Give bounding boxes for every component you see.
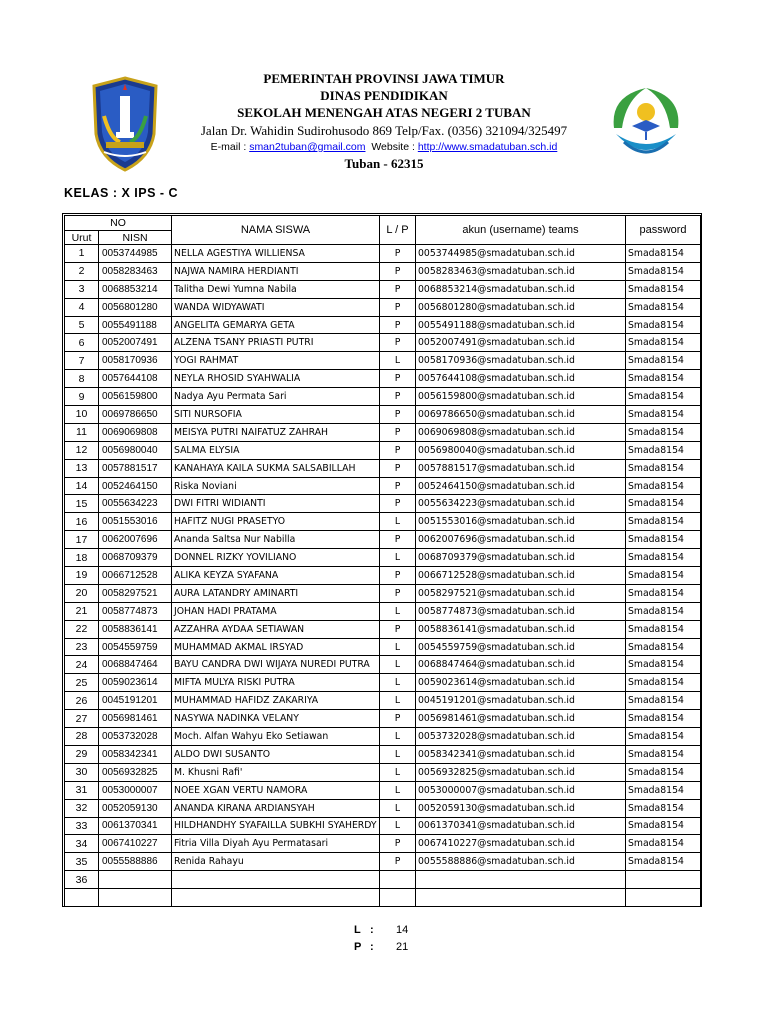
account-cell: 0053744985@smadatuban.sch.id [416, 245, 626, 263]
table-row [65, 871, 701, 889]
gender-cell: P [380, 584, 416, 602]
table-row [65, 638, 701, 656]
nisn-cell: 0058342341 [99, 745, 172, 763]
student-name-cell [172, 889, 380, 907]
password-cell: Smada8154 [626, 388, 701, 406]
student-name-cell: DONNEL RIZKY YOVILIANO [172, 549, 380, 567]
student-name-cell: HAFITZ NUGI PRASETYO [172, 513, 380, 531]
student-name-cell: YOGI RAHMAT [172, 352, 380, 370]
table-row [65, 656, 701, 674]
account-cell: 0061370341@smadatuban.sch.id [416, 817, 626, 835]
nisn-cell: 0057644108 [99, 370, 172, 388]
summary-female-count: 21 [396, 941, 409, 953]
nisn-cell: 0055634223 [99, 495, 172, 513]
row-number: 13 [65, 459, 99, 477]
password-cell: Smada8154 [626, 495, 701, 513]
gender-cell [380, 871, 416, 889]
gender-cell: P [380, 298, 416, 316]
school-logo [606, 84, 686, 164]
summary-colon: : [370, 941, 374, 953]
gender-cell: P [380, 423, 416, 441]
nisn-cell: 0056980040 [99, 441, 172, 459]
table-row [65, 334, 701, 352]
row-number: 17 [65, 531, 99, 549]
student-name-cell: MIFTA MULYA RISKI PUTRA [172, 674, 380, 692]
row-number: 15 [65, 495, 99, 513]
gender-cell: L [380, 549, 416, 567]
account-cell: 0045191201@smadatuban.sch.id [416, 692, 626, 710]
letterhead [0, 66, 768, 174]
gender-cell: P [380, 280, 416, 298]
password-cell: Smada8154 [626, 441, 701, 459]
student-name-cell: SALMA ELYSIA [172, 441, 380, 459]
nisn-cell: 0053732028 [99, 728, 172, 746]
student-name-cell: ANANDA KIRANA ARDIANSYAH [172, 799, 380, 817]
row-number: 22 [65, 620, 99, 638]
summary-female-row [350, 941, 430, 958]
student-name-cell: WANDA WIDYAWATI [172, 298, 380, 316]
account-cell: 0053732028@smadatuban.sch.id [416, 728, 626, 746]
nisn-cell: 0068853214 [99, 280, 172, 298]
account-cell: 0058283463@smadatuban.sch.id [416, 262, 626, 280]
gender-cell: L [380, 602, 416, 620]
header-government-line: PEMERINTAH PROVINSI JAWA TIMUR [263, 71, 505, 86]
class-title: KELAS : X IPS - C [64, 186, 179, 200]
password-cell: Smada8154 [626, 781, 701, 799]
password-cell: Smada8154 [626, 745, 701, 763]
row-number: 8 [65, 370, 99, 388]
account-cell: 0052464150@smadatuban.sch.id [416, 477, 626, 495]
email-link[interactable]: sman2tuban@gmail.com [249, 141, 366, 153]
student-name-cell: Ananda Saltsa Nur Nabilla [172, 531, 380, 549]
row-number: 27 [65, 710, 99, 728]
east-java-emblem-logo [90, 76, 160, 172]
gender-cell: P [380, 245, 416, 263]
gender-cell: P [380, 567, 416, 585]
summary-male-label: L [354, 924, 361, 936]
nisn-cell: 0054559759 [99, 638, 172, 656]
password-cell: Smada8154 [626, 656, 701, 674]
summary-male-count: 14 [396, 924, 409, 936]
account-cell: 0055634223@smadatuban.sch.id [416, 495, 626, 513]
student-name-cell: Renida Rahayu [172, 853, 380, 871]
account-cell [416, 889, 626, 907]
account-cell: 0054559759@smadatuban.sch.id [416, 638, 626, 656]
password-cell: Smada8154 [626, 567, 701, 585]
nisn-cell: 0062007696 [99, 531, 172, 549]
gender-cell: L [380, 513, 416, 531]
table-row [65, 352, 701, 370]
gender-cell: P [380, 388, 416, 406]
table-row [65, 441, 701, 459]
website-link[interactable]: http://www.smadatuban.sch.id [417, 141, 558, 153]
student-name-cell: Riska Noviani [172, 477, 380, 495]
password-cell: Smada8154 [626, 370, 701, 388]
table-row [65, 799, 701, 817]
row-number: 33 [65, 817, 99, 835]
nisn-cell [99, 889, 172, 907]
gender-cell: P [380, 495, 416, 513]
student-name-cell: Talitha Dewi Yumna Nabila [172, 280, 380, 298]
gender-cell [380, 889, 416, 907]
table-row [65, 549, 701, 567]
student-table-frame [62, 213, 702, 907]
student-name-cell: HILDHANDHY SYAFAILLA SUBKHI SYAHERDY [172, 817, 380, 835]
gender-cell: L [380, 763, 416, 781]
account-cell: 0068847464@smadatuban.sch.id [416, 656, 626, 674]
gender-cell: L [380, 674, 416, 692]
gender-cell: P [380, 477, 416, 495]
table-row [65, 835, 701, 853]
password-cell: Smada8154 [626, 602, 701, 620]
nisn-cell: 0055588886 [99, 853, 172, 871]
row-number: 30 [65, 763, 99, 781]
summary-male-row [350, 924, 430, 941]
table-row [65, 853, 701, 871]
table-row [65, 692, 701, 710]
summary-colon: : [370, 924, 374, 936]
header-nama-siswa: NAMA SISWA [172, 216, 380, 245]
student-name-cell: Nadya Ayu Permata Sari [172, 388, 380, 406]
student-name-cell: ALIKA KEYZA SYAFANA [172, 567, 380, 585]
table-row [65, 745, 701, 763]
nisn-cell: 0056801280 [99, 298, 172, 316]
row-number: 3 [65, 280, 99, 298]
table-row [65, 728, 701, 746]
table-row [65, 889, 701, 907]
header-urut: Urut [65, 231, 99, 245]
account-cell: 0057881517@smadatuban.sch.id [416, 459, 626, 477]
gender-cell: P [380, 853, 416, 871]
password-cell: Smada8154 [626, 280, 701, 298]
header-nisn: NISN [99, 231, 172, 245]
nisn-cell: 0058283463 [99, 262, 172, 280]
student-name-cell [172, 871, 380, 889]
gender-cell: P [380, 262, 416, 280]
nisn-cell: 0056932825 [99, 763, 172, 781]
gender-cell: P [380, 441, 416, 459]
row-number: 9 [65, 388, 99, 406]
table-row [65, 763, 701, 781]
student-name-cell: ALDO DWI SUSANTO [172, 745, 380, 763]
table-row [65, 459, 701, 477]
row-number: 5 [65, 316, 99, 334]
nisn-cell: 0056159800 [99, 388, 172, 406]
gender-cell: L [380, 781, 416, 799]
row-number: 12 [65, 441, 99, 459]
account-cell: 0056980040@smadatuban.sch.id [416, 441, 626, 459]
nisn-cell: 0068847464 [99, 656, 172, 674]
header-department-line: DINAS PENDIDIKAN [320, 88, 448, 103]
account-cell: 0051553016@smadatuban.sch.id [416, 513, 626, 531]
gender-cell: P [380, 835, 416, 853]
row-number: 28 [65, 728, 99, 746]
student-name-cell: SITI NURSOFIA [172, 406, 380, 424]
header-school-name: SEKOLAH MENENGAH ATAS NEGERI 2 TUBAN [237, 105, 531, 120]
student-name-cell: MUHAMMAD HAFIDZ ZAKARIYA [172, 692, 380, 710]
website-label: Website : [365, 141, 418, 153]
row-number: 16 [65, 513, 99, 531]
student-name-cell: JOHAN HADI PRATAMA [172, 602, 380, 620]
student-name-cell: M. Khusni Rafi' [172, 763, 380, 781]
table-row [65, 423, 701, 441]
row-number: 24 [65, 656, 99, 674]
row-number: 23 [65, 638, 99, 656]
student-name-cell: MUHAMMAD AKMAL IRSYAD [172, 638, 380, 656]
password-cell: Smada8154 [626, 817, 701, 835]
password-cell: Smada8154 [626, 298, 701, 316]
nisn-cell: 0061370341 [99, 817, 172, 835]
account-cell: 0055491188@smadatuban.sch.id [416, 316, 626, 334]
password-cell: Smada8154 [626, 763, 701, 781]
account-cell: 0066712528@smadatuban.sch.id [416, 567, 626, 585]
account-cell: 0056932825@smadatuban.sch.id [416, 763, 626, 781]
table-row [65, 388, 701, 406]
table-row [65, 513, 701, 531]
nisn-cell: 0069069808 [99, 423, 172, 441]
nisn-cell [99, 871, 172, 889]
header-address: Jalan Dr. Wahidin Sudirohusodo 869 Telp/Fax. (0356) 321094/325497 [200, 123, 568, 138]
header-no: NO [65, 216, 172, 231]
password-cell: Smada8154 [626, 477, 701, 495]
student-rows [65, 245, 701, 907]
header-password: password [626, 216, 701, 245]
password-cell: Smada8154 [626, 549, 701, 567]
password-cell: Smada8154 [626, 262, 701, 280]
gender-cell: L [380, 352, 416, 370]
gender-cell: P [380, 406, 416, 424]
account-cell: 0069786650@smadatuban.sch.id [416, 406, 626, 424]
header-lp: L / P [380, 216, 416, 245]
password-cell: Smada8154 [626, 674, 701, 692]
table-row [65, 602, 701, 620]
student-name-cell: NOEE XGAN VERTU NAMORA [172, 781, 380, 799]
nisn-cell: 0059023614 [99, 674, 172, 692]
nisn-cell: 0067410227 [99, 835, 172, 853]
password-cell: Smada8154 [626, 728, 701, 746]
gender-cell: P [380, 316, 416, 334]
nisn-cell: 0051553016 [99, 513, 172, 531]
account-cell: 0058170936@smadatuban.sch.id [416, 352, 626, 370]
table-row [65, 370, 701, 388]
table-row [65, 531, 701, 549]
student-table [64, 215, 701, 907]
password-cell: Smada8154 [626, 638, 701, 656]
row-number: 35 [65, 853, 99, 871]
account-cell: 0059023614@smadatuban.sch.id [416, 674, 626, 692]
nisn-cell: 0055491188 [99, 316, 172, 334]
gender-summary [350, 924, 430, 958]
nisn-cell: 0052059130 [99, 799, 172, 817]
password-cell: Smada8154 [626, 423, 701, 441]
row-number: 34 [65, 835, 99, 853]
student-name-cell: NAJWA NAMIRA HERDIANTI [172, 262, 380, 280]
row-number: 20 [65, 584, 99, 602]
table-row [65, 495, 701, 513]
password-cell: Smada8154 [626, 352, 701, 370]
nisn-cell: 0066712528 [99, 567, 172, 585]
summary-female-label: P [354, 941, 362, 953]
account-cell: 0057644108@smadatuban.sch.id [416, 370, 626, 388]
account-cell: 0068709379@smadatuban.sch.id [416, 549, 626, 567]
nisn-cell: 0052464150 [99, 477, 172, 495]
table-row [65, 620, 701, 638]
table-row [65, 817, 701, 835]
row-number: 18 [65, 549, 99, 567]
account-cell: 0062007696@smadatuban.sch.id [416, 531, 626, 549]
table-row [65, 781, 701, 799]
gender-cell: P [380, 620, 416, 638]
password-cell: Smada8154 [626, 835, 701, 853]
row-number [65, 889, 99, 907]
password-cell: Smada8154 [626, 710, 701, 728]
account-cell [416, 871, 626, 889]
gender-cell: L [380, 799, 416, 817]
nisn-cell: 0058774873 [99, 602, 172, 620]
gender-cell: L [380, 745, 416, 763]
header-city: Tuban - 62315 [344, 156, 424, 171]
table-row [65, 567, 701, 585]
password-cell: Smada8154 [626, 692, 701, 710]
nisn-cell: 0053744985 [99, 245, 172, 263]
table-row [65, 674, 701, 692]
nisn-cell: 0058297521 [99, 584, 172, 602]
account-cell: 0052007491@smadatuban.sch.id [416, 334, 626, 352]
student-name-cell: NEYLA RHOSID SYAHWALIA [172, 370, 380, 388]
password-cell: Smada8154 [626, 513, 701, 531]
row-number: 26 [65, 692, 99, 710]
account-cell: 0053000007@smadatuban.sch.id [416, 781, 626, 799]
account-cell: 0056159800@smadatuban.sch.id [416, 388, 626, 406]
student-name-cell: Fitria Villa Diyah Ayu Permatasari [172, 835, 380, 853]
account-cell: 0058342341@smadatuban.sch.id [416, 745, 626, 763]
row-number: 25 [65, 674, 99, 692]
header-akun: akun (username) teams [416, 216, 626, 245]
nisn-cell: 0058170936 [99, 352, 172, 370]
password-cell: Smada8154 [626, 334, 701, 352]
nisn-cell: 0045191201 [99, 692, 172, 710]
nisn-cell: 0052007491 [99, 334, 172, 352]
row-number: 21 [65, 602, 99, 620]
row-number: 10 [65, 406, 99, 424]
password-cell: Smada8154 [626, 853, 701, 871]
row-number: 11 [65, 423, 99, 441]
nisn-cell: 0053000007 [99, 781, 172, 799]
table-row [65, 245, 701, 263]
account-cell: 0068853214@smadatuban.sch.id [416, 280, 626, 298]
table-row [65, 406, 701, 424]
account-cell: 0058774873@smadatuban.sch.id [416, 602, 626, 620]
gender-cell: P [380, 531, 416, 549]
account-cell: 0067410227@smadatuban.sch.id [416, 835, 626, 853]
account-cell: 0052059130@smadatuban.sch.id [416, 799, 626, 817]
student-name-cell: Moch. Alfan Wahyu Eko Setiawan [172, 728, 380, 746]
row-number: 29 [65, 745, 99, 763]
account-cell: 0058836141@smadatuban.sch.id [416, 620, 626, 638]
nisn-cell: 0058836141 [99, 620, 172, 638]
account-cell: 0056801280@smadatuban.sch.id [416, 298, 626, 316]
password-cell: Smada8154 [626, 799, 701, 817]
row-number: 31 [65, 781, 99, 799]
password-cell [626, 889, 701, 907]
gender-cell: L [380, 638, 416, 656]
student-name-cell: MEISYA PUTRI NAIFATUZ ZAHRAH [172, 423, 380, 441]
student-name-cell: ANGELITA GEMARYA GETA [172, 316, 380, 334]
gender-cell: P [380, 459, 416, 477]
row-number: 4 [65, 298, 99, 316]
password-cell: Smada8154 [626, 531, 701, 549]
password-cell: Smada8154 [626, 245, 701, 263]
gender-cell: L [380, 817, 416, 835]
header-contact-line [170, 139, 598, 156]
student-name-cell: AZZAHRA AYDAA SETIAWAN [172, 620, 380, 638]
row-number: 32 [65, 799, 99, 817]
row-number: 19 [65, 567, 99, 585]
student-name-cell: NELLA AGESTIYA WILLIENSA [172, 245, 380, 263]
gender-cell: P [380, 710, 416, 728]
table-row [65, 710, 701, 728]
gender-cell: P [380, 334, 416, 352]
nisn-cell: 0068709379 [99, 549, 172, 567]
row-number: 2 [65, 262, 99, 280]
student-name-cell: ALZENA TSANY PRIASTI PUTRI [172, 334, 380, 352]
nisn-cell: 0069786650 [99, 406, 172, 424]
password-cell: Smada8154 [626, 316, 701, 334]
row-number: 7 [65, 352, 99, 370]
password-cell [626, 871, 701, 889]
row-number: 1 [65, 245, 99, 263]
student-name-cell: BAYU CANDRA DWI WIJAYA NUREDI PUTRA [172, 656, 380, 674]
table-row [65, 316, 701, 334]
student-name-cell: AURA LATANDRY AMINARTI [172, 584, 380, 602]
account-cell: 0055588886@smadatuban.sch.id [416, 853, 626, 871]
table-row [65, 280, 701, 298]
table-row [65, 298, 701, 316]
password-cell: Smada8154 [626, 459, 701, 477]
nisn-cell: 0056981461 [99, 710, 172, 728]
row-number: 6 [65, 334, 99, 352]
password-cell: Smada8154 [626, 584, 701, 602]
account-cell: 0069069808@smadatuban.sch.id [416, 423, 626, 441]
table-row [65, 584, 701, 602]
table-row [65, 477, 701, 495]
student-name-cell: KANAHAYA KAILA SUKMA SALSABILLAH [172, 459, 380, 477]
account-cell: 0056981461@smadatuban.sch.id [416, 710, 626, 728]
gender-cell: P [380, 370, 416, 388]
gender-cell: L [380, 656, 416, 674]
table-row [65, 262, 701, 280]
nisn-cell: 0057881517 [99, 459, 172, 477]
student-name-cell: DWI FITRI WIDIANTI [172, 495, 380, 513]
gender-cell: L [380, 728, 416, 746]
password-cell: Smada8154 [626, 620, 701, 638]
student-name-cell: NASYWA NADINKA VELANY [172, 710, 380, 728]
gender-cell: L [380, 692, 416, 710]
account-cell: 0058297521@smadatuban.sch.id [416, 584, 626, 602]
row-number: 14 [65, 477, 99, 495]
row-number: 36 [65, 871, 99, 889]
password-cell: Smada8154 [626, 406, 701, 424]
email-label: E-mail : [210, 141, 250, 153]
